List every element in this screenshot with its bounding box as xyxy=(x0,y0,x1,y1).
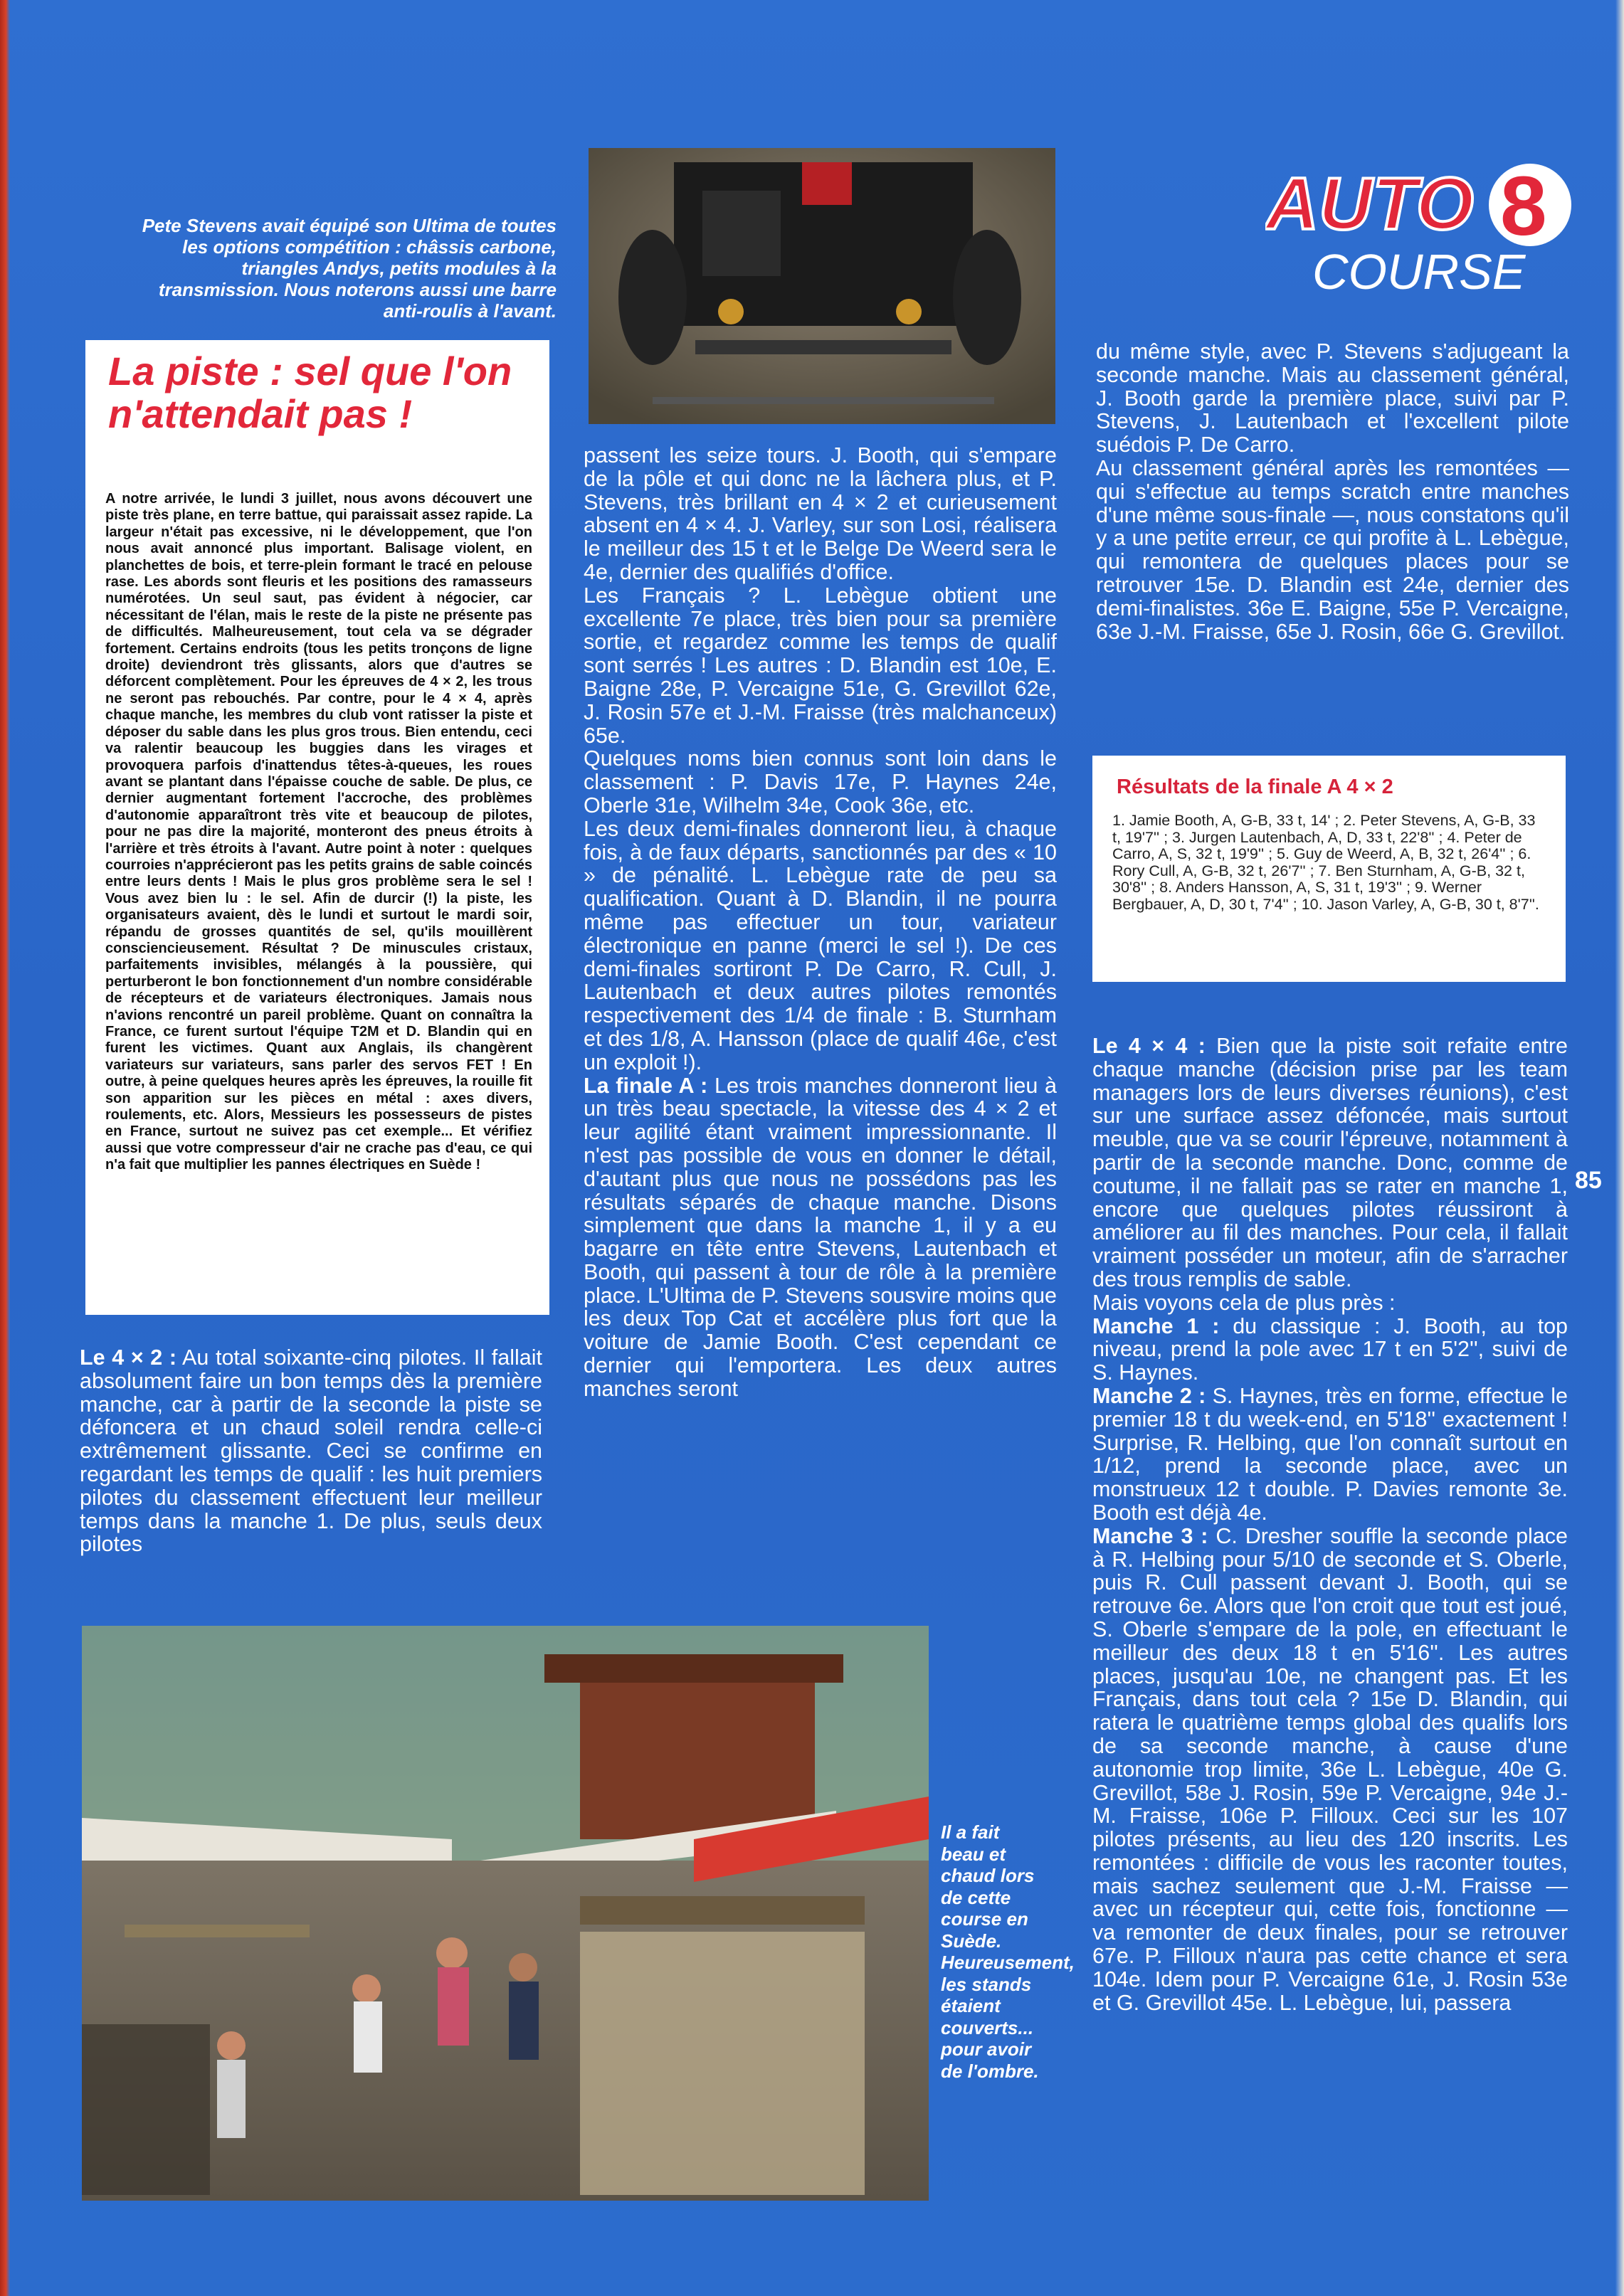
col3-p4: S. Haynes, très en forme, effectue le premier 18 t du week-end, en 5'18'' exactement ! Surprise, R. Helbing, que l'on connaît surtout en 1/12, prend la seconde place, avec un monstrueux 12 t double. P. Davies remonte 3e. Booth est déjà 4e. xyxy=(1092,1383,1568,1525)
logo-auto-text: AUTO xyxy=(1265,163,1474,245)
col3-lead3: Manche 1 : xyxy=(1092,1313,1220,1338)
col2-p1: passent les seize tours. J. Booth, qui s'empare de la pôle et qui donc ne la lâchera plus, et P. Stevens, très brillant en 4 × 2 et curieusement absent en 4 × 4. J. Varley, sur son Losi, réalisera le meilleur des 15 t et le Belge De Weerd sera le 4e, dernier des qualifiés d'office. xyxy=(584,443,1057,584)
col3-bottom xyxy=(1092,1035,1568,2014)
results-text: 1. Jamie Booth, A, G-B, 33 t, 14' ; 2. Peter Stevens, A, G-B, 33 t, 19'7'' ; 3. Jurgen Lautenbach, A, D, 33 t, 22'8'' ; 4. Peter de Carro, A, S, 32 t, 19'9'' ; 5. Guy de Weerd, A, B, 32 t, 26'4'' ; 6. Rory Cull, A, G-B, 32 t, 26'7'' ; 7. Ben Sturnham, A, G-B, 32 t, 30'8'' ; 8. Anders Hansson, A, S, 31 t, 19'3'' ; 9. Werner Bergbauer, A, D, 30 t, 7'4'' ; 10. Jason Varley, A, G-B, 30 t, 8'7''. xyxy=(1112,812,1539,913)
results-title: Résultats de la finale A 4 × 2 xyxy=(1117,776,1393,798)
col2-p4: Les deux demi-finales donneront lieu, à chaque fois, à de faux départs, sanctionnés par des « 10 » de pénalité. L. Lebègue rate de peu sa qualification. Quant à D. Blandin, il ne pourra même pas effectuer un tour, variateur électronique en panne (merci le sel !). De ces demi-finales sortiront P. De Carro, R. Cull, J. Lautenbach et deux autres pilotes remontés respectivement des 1/4 de finale : B. Sturnham et des 1/8, A. Hansson (place de qualif 46e, c'est un exploit !). xyxy=(584,816,1057,1074)
col2-p3: Quelques noms bien connus sont loin dans le classement : P. Davis 17e, P. Haynes 24e, Oberle 31e, Wilhelm 34e, Cook 36e, etc. xyxy=(584,746,1057,818)
sidebar-box xyxy=(85,340,549,1315)
buggy-photo xyxy=(589,148,1055,424)
logo-course-text: COURSE xyxy=(1312,244,1526,300)
paddock-photo-caption: Il a fait beau et chaud lors de cette course en Suède. Heureusement, les stands étaient couverts... pour avoir de l'ombre. xyxy=(941,1821,1075,2082)
col3-top: du même style, avec P. Stevens s'adjugeant la seconde manche. Mais au classement général, J. Booth garde la première place, suivi par P. Stevens, J. Lautenbach et l'excellent pilote suédois P. De Carro. Au classement général après les remontées — qui s'effectue au temps scratch entre manches d'une même sous-finale —, nous constatons qu'il y a une petite erreur, ce qui profite à L. Lebègue, qui remontera de quelques places pour se retrouver 15e. D. Blandin est 24e, dernier des demi-finalistes. 36e E. Baigne, 55e P. Vercaigne, 63e J.-M. Fraisse, 65e J. Rosin, 66e G. Grevillot. xyxy=(1096,339,1569,644)
col1-bottom xyxy=(80,1346,542,1556)
col3-p3: du classique : J. Booth, au top niveau, prend la pole avec 17 t en 5'2'', suivi de S. Haynes. xyxy=(1092,1313,1568,1385)
results-box xyxy=(1092,756,1566,982)
col2 xyxy=(584,444,1057,1401)
page-edge-right xyxy=(1615,0,1624,2296)
sidebar-title: La piste : sel que l'on n'attendait pas ! xyxy=(108,349,512,436)
col3-lead4: Manche 2 : xyxy=(1092,1383,1206,1408)
col1-lead: Le 4 × 2 : xyxy=(80,1345,177,1370)
page-edge-left xyxy=(0,0,10,2296)
col3-p1: Bien que la piste soit refaite entre chaque manche (décision prise par les team managers lors de leurs diverses réunions), c'est sur une surface assez défoncée, mais surtout meuble, que va se courir l'épreuve, notamment à partir de la seconde manche. Donc, comme de coutume, il ne fallait pas se rater en manche 1, encore que quelques pilotes réussiront à améliorer au fil des manches. Pour cela, il fallait vraiment posséder un moteur, afin de s'arracher des trous remplis de sable. xyxy=(1092,1034,1568,1291)
paddock-photo xyxy=(82,1626,929,2201)
col3-lead1: Le 4 × 4 : xyxy=(1092,1034,1206,1058)
page-number: 85 xyxy=(1575,1167,1602,1194)
col2-lead5: La finale A : xyxy=(584,1073,708,1098)
col3-p5: C. Dresher souffle la seconde place à R. Helbing pour 5/10 de seconde et S. Oberle, puis R. Cull passent devant J. Booth, qui se retrouve 6e. Alors que l'on croit que tout est joué, S. Oberle s'empare de la pole, en effectuant le meilleur des deux 18 t en 5'16''. Les autres places, jusqu'au 10e, ne changent pas. Et les Français, dans tout cela ? 15e D. Blandin, qui ratera le quatrième temps global des qualifs lors de sa seconde manche, à cause d'une autonomie trop limite, 36e L. Lebègue, 40e G. Grevillot, 58e J. Rosin, 59e P. Vercaigne, 94e J.-M. Fraisse, 106e P. Filloux. Ceci sur les 107 pilotes présents, au lieu des 120 inscrits. Les remontées : difficile de vous les raconter toutes, mais sachez seulement que J.-M. Fraisse — avec un récepteur qui, cette fois, fonctionne — va remonter de deux finales, pour se retrouver 67e. P. Filloux n'aura pas cette chance et sera 104e. Idem pour P. Vercaigne 61e, J. Rosin 53e et G. Grevillot 45e. L. Lebègue, lui, passera xyxy=(1092,1523,1568,2015)
buggy-photo-caption: Pete Stevens avait équipé son Ultima de toutes les options compétition : châssis carbone, triangles Andys, petits modules à la transmission. Nous noterons aussi une barre anti-roulis à l'avant. xyxy=(142,215,557,322)
logo-number-text: 8 xyxy=(1500,159,1547,253)
col3-p2: Mais voyons cela de plus près : xyxy=(1092,1290,1396,1315)
col1-text: Au total soixante-cinq pilotes. Il fallait absolument faire un bon temps dès la première manche, car à partir de la seconde la piste se défoncera et un chaud soleil rendra celle-ci extrêmement glissante. Ceci se confirme en regardant les temps de qualif : les huit premiers pilotes du classement effectuent leur meilleur temps dans la manche 1. De plus, seuls deux pilotes xyxy=(80,1345,542,1557)
col3-lead5: Manche 3 : xyxy=(1092,1523,1208,1548)
sidebar-text: A notre arrivée, le lundi 3 juillet, nous avons découvert une piste très plane, en terre battue, qui paraissait assez rapide. La largeur n'était pas excessive, ni le développement, que l'on nous avait annoncé plus important. Balisage violent, en planchettes de bois, et terre-plein formant le tracé en pelouse rase. Les abords sont fleuris et les positions des ramasseurs numérotées. Un seul saut, pas évident à négocier, car nécessitant de l'élan, mais le reste de la piste ne présente pas de difficultés. Malheureusement, tout cela va se dégrader fortement. Certains endroits (tous les petits tronçons de ligne droite) deviendront très glissants, alors que d'autres se déforcent complètement. Pour les épreuves de 4 × 2, les trous ne seront pas rebouchés. Par contre, pour le 4 × 4, après chaque manche, les membres du club vont ratisser la piste et déposer du sable dans les plus gros trous. Bien entendu, ceci va ralentir beaucoup les buggies dans les virages et provoquera parfois d'inattendus têtes-à-queues, les roues avant se plantant dans l'épaisse couche de sable. De plus, ce dernier augmentant fortement l'accroche, des problèmes d'autonomie apparaîtront très vite et beaucoup de pilotes, pour ne pas dire la majorité, monteront des pneus étroits à l'arrière et très étroits à l'avant. Autre point à noter : quelques courroies n'apprécieront pas les petits grains de sable coincés entre leurs dents ! Mais le plus gros problème sera le sel ! Vous avez bien lu : le sel. Afin de durcir (!) la piste, les organisateurs avaient, dès le lundi et surtout le mardi soir, répandu de grosses quantités de sel, qu'ils mouillèrent consciencieusement. Résultat ? De minuscules cristaux, parfaitements invisibles, mélangés à la poussière, qui perturberont le bon fonctionnement d'un nombre considérable de récepteurs et de variateurs électroniques. Jamais nous n'avions rencontré un pareil problème. Quant on connaîtra la France, ce furent surtout l'équipe T2M et D. Blandin qui en furent les victimes. Quant aux Anglais, ils changèrent variateurs sur variateurs, sans parler des servos FET ! En outre, à peine quelques heures après les épreuves, la rouille fit son apparition sur les pièces en métal : axes divers, roulements, etc. Alors, Messieurs les possesseurs de pistes en France, surtout ne suivez pas cet exemple... Et vérifiez aussi que votre compresseur d'air ne crache pas d'eau, ce qui n'a fait que multiplier les pannes électriques en Suède ! xyxy=(105,491,532,1173)
col2-p2: Les Français ? L. Lebègue obtient une excellente 7e place, très bien pour sa première sortie, et regardez comme les temps de qualif sont serrés ! Les autres : D. Blandin est 10e, E. Baigne 28e, P. Vercaigne 51e, G. Grevillot 62e, J. Rosin 57e et J.-M. Fraisse (très malchanceux) 65e. xyxy=(584,583,1057,748)
col2-p5: Les trois manches donneront lieu à un très beau spectacle, la vitesse des 4 × 2 et leur agilité étant vraiment impressionnante. Il n'est pas possible de vous en donner le détail, d'autant plus que nous ne possédons pas les résultats séparés de chaque manche. Disons simplement que dans la manche 1, il y a eu bagarre en tête entre Stevens, Lautenbach et Booth, qui passent à tour de rôle à la première place. L'Ultima de P. Stevens sousvire moins que les deux Top Cat et accélère plus fort que la voiture de Jamie Booth. C'est cependant ce dernier qui l'emportera. Les deux autres manches seront xyxy=(584,1073,1057,1401)
auto8-course-logo xyxy=(1265,149,1578,306)
